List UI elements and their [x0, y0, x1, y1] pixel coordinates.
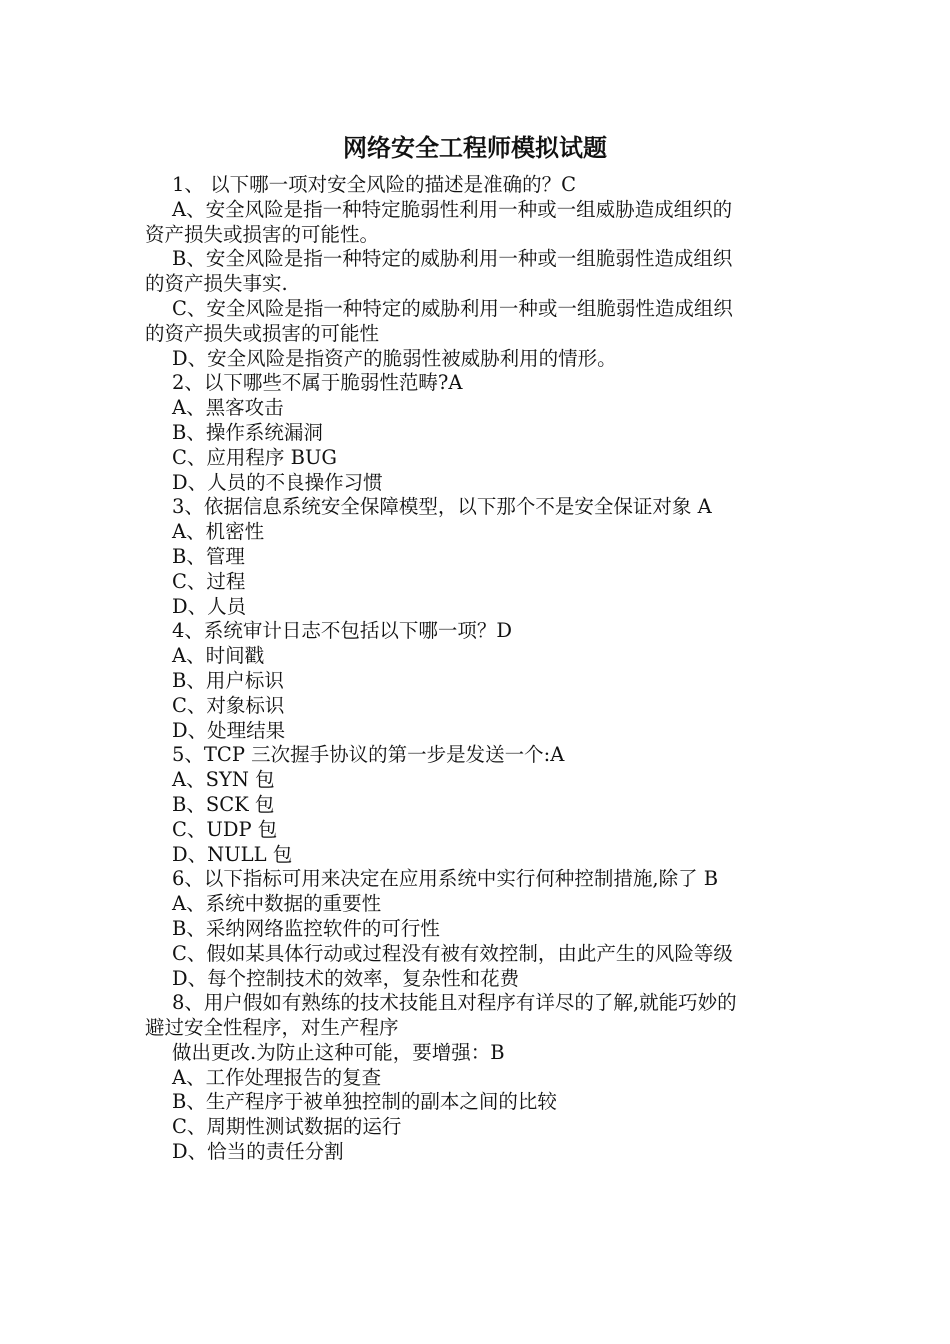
document-title: 网络安全工程师模拟试题 — [343, 133, 607, 162]
question-6: 6、以下指标可用来决定在应用系统中实行何种控制措施,除了 B — [172, 867, 719, 891]
question-4: 4、系统审计日志不包括以下哪一项？D — [172, 619, 513, 643]
question-1: 1、 以下哪一项对安全风险的描述是准确的？C — [172, 173, 577, 196]
q5-option-d: D、NULL 包 — [172, 842, 293, 866]
q1-option-a: A、安全风险是指一种特定脆弱性利用一种或一组威胁造成组织的 — [172, 197, 733, 221]
q3-option-b: B、管理 — [172, 544, 245, 568]
question-8: 8、用户假如有熟练的技术技能且对程序有详尽的了解,就能巧妙的 — [172, 991, 737, 1015]
q8-option-a: A、工作处理报告的复查 — [172, 1065, 382, 1089]
q3-option-c: C、过程 — [172, 569, 246, 593]
q8-option-b: B、生产程序于被单独控制的副本之间的比较 — [172, 1090, 557, 1114]
q2-option-a: A、黑客攻击 — [172, 396, 284, 420]
question-8-cont: 避过安全性程序，对生产程序 — [145, 1016, 399, 1040]
q4-option-d: D、处理结果 — [172, 718, 286, 742]
q6-option-a: A、系统中数据的重要性 — [172, 892, 382, 916]
q1-option-c-cont: 的资产损失或损害的可能性 — [145, 321, 380, 345]
document-body — [145, 173, 805, 1165]
question-3: 3、依据信息系统安全保障模型，以下那个不是安全保证对象 A — [172, 495, 712, 519]
q3-option-d: D、人员 — [172, 594, 247, 618]
q6-option-d: D、每个控制技术的效率，复杂性和花费 — [172, 966, 520, 990]
q4-option-a: A、时间戳 — [172, 644, 265, 668]
q2-option-d: D、人员的不良操作习惯 — [172, 470, 383, 494]
q1-option-d: D、安全风险是指资产的脆弱性被威胁利用的情形。 — [172, 346, 617, 370]
q6-option-c: C、假如某具体行动或过程没有被有效控制，由此产生的风险等级 — [172, 941, 733, 965]
q5-option-a: A、SYN 包 — [172, 768, 275, 792]
q1-option-a-cont: 资产损失或损害的可能性。 — [145, 222, 380, 246]
q3-option-a: A、机密性 — [172, 520, 265, 544]
q4-option-b: B、用户标识 — [172, 668, 284, 692]
q1-option-b: B、安全风险是指一种特定的威胁利用一种或一组脆弱性造成组织 — [172, 247, 733, 271]
q4-option-c: C、对象标识 — [172, 693, 285, 717]
q1-option-b-cont: 的资产损失事实. — [145, 272, 288, 296]
q8-option-d: D、恰当的责任分割 — [172, 1140, 344, 1164]
q8-option-c: C、周期性测试数据的运行 — [172, 1115, 402, 1139]
q2-option-b: B、操作系统漏洞 — [172, 420, 323, 444]
question-2: 2、以下哪些不属于脆弱性范畴?A — [172, 371, 463, 395]
question-5: 5、TCP 三次握手协议的第一步是发送一个:A — [172, 743, 565, 767]
q2-option-c: C、应用程序 BUG — [172, 445, 337, 469]
q5-option-c: C、UDP 包 — [172, 817, 278, 841]
question-8-cont-2: 做出更改.为防止这种可能，要增强：B — [172, 1040, 505, 1064]
q1-option-c: C、安全风险是指一种特定的威胁利用一种或一组脆弱性造成组织 — [172, 296, 733, 320]
q5-option-b: B、SCK 包 — [172, 792, 275, 816]
q6-option-b: B、采纳网络监控软件的可行性 — [172, 916, 440, 940]
